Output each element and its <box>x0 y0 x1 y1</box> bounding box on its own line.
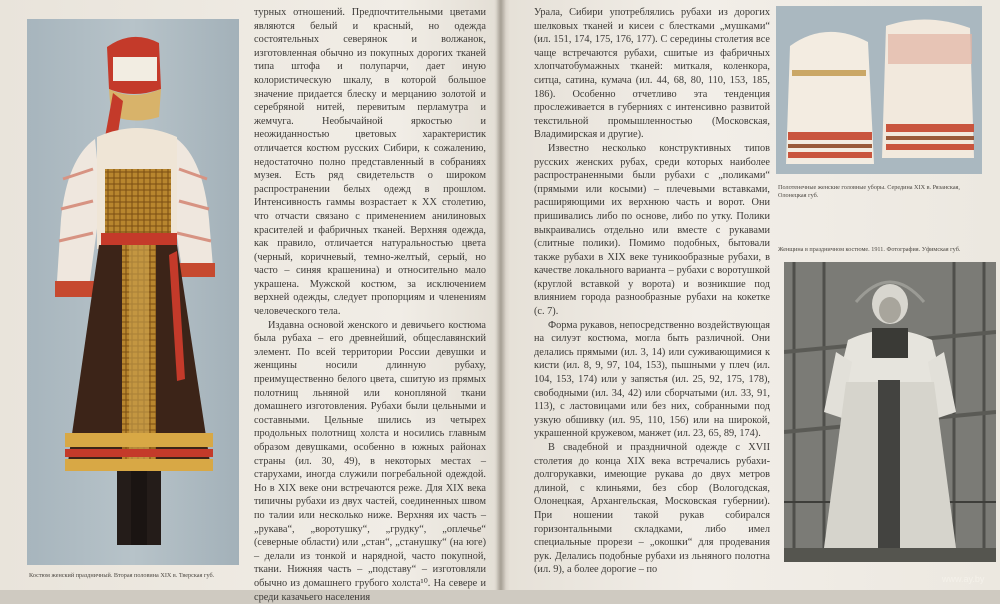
costume-caption: Костюм женский праздничный. Вторая половина XIX в. Тверская губ. <box>29 572 215 579</box>
left-paragraph: турных отношений. Предпочтительными цветами являются белый и красный, но одежда состоятельных северянок и волжанок, изготовленная обычно из покупных дорогих тканей типа штофа и полупарчи, дает иную колористическую шкалу, в которой большое значение придается блеску и мерцанию золотой и серебряной нитей, перевитым перламутра и жемчуга. Необычайной яркостью и неожиданностью цветовых характеристик отличается костюм русских Сибири, к сожалению, недостаточно полно представленный в собраниях музея. Есть ряд свидетельств о широком распространении белых одежд в прошлом. Интенсивность гаммы возрастает к XX столетию, что отчасти связано с применением анилиновых красителей и фабричных тканей. Верхняя одежда, как правило, отличается натуральностью цвета (черный, коричневый, темно-желтый, серый, но часто – синяя крашенина) и относительно мало украшена. Мужской костюм, за исключением верхней одежды, следует пропорциям и членениям человеческого тела. <box>254 7 486 318</box>
watermark: www.ay.by <box>942 574 985 584</box>
right-paragraph: Известно несколько конструктивных типов русских женских рубах, среди которых наиболее распространенными были рубахи с „поликами“ (прямыми или косыми) – плечевыми вставками, расширяющими их верхнюю часть и ворот. Они пришивались либо по основе, либо по утку. Полики выкраивались отдельно или вместе с рукавами (слитные полики). Помимо подобных, бытовали также рубахи в XIX веке туникообразные рубахи, в качестве локального варианта – рубахи с воротушкой (круглой вставкой у ворота) и возникшие под влиянием города разнообразные рубахи на кокетке (с. 7). <box>534 142 770 318</box>
left-paragraph: Издавна основой женского и девичьего костюма была рубаха – его древнейший, общеславянский элемент. По всей территории России девушки и женщины носили длинную рубаху, преимущественно белого цвета, сшитую из прямых полотнищ льняной или конопляной ткани домашнего изготовления. Рубахи были цельными и составными. Цельные шились из четырех продольных полотнищ холста и носились главным образом девушками, особенно в южных районах страны (ил. 30, 49), в некоторых местах – старухами, иногда служили погребальной одеждой. Но в XIX веке они встречаются реже. Для XIX века типичны рубахи из двух частей, соединенных швом по талии или несколько ниже. Верхняя их часть – „рукава“, „воротушку“, „грудку“, „оплечье“ (северные области) или „стан“, „станушку“ (на юге) – делали из тонкой и нарядной, часто покупной, ткани. Нижняя часть – „подставу“ – изготовляли обычно из домашнего грубого холста¹⁰. На севере и среди казачьего населения <box>254 319 486 603</box>
towels-photo <box>776 6 982 174</box>
woman-photo <box>784 262 996 562</box>
right-paragraph: Форма рукавов, непосредственно воздействующая на силуэт костюма, могла быть различной. Они делались прямыми (ил. 3, 14) или суживающимися к кисти (ил. 8, 9, 97, 104, 153), пышными у плеч (ил. 104, 153, 174) или у запястья (ил. 25, 92, 175, 178), свободными (ил. 34, 42) или сборчатыми (ил. 33, 91, 113), с ластовицами или без них, собранными под узкую обшивку (ил. 95, 110, 156) или на широкой, украшенной кружевом, манжет (ил. 23, 65, 89, 174). <box>534 319 770 440</box>
left-text-column <box>254 6 486 604</box>
right-paragraph: Урала, Сибири употреблялись рубахи из дорогих шелковых тканей и кисеи с блестками „мушками“ (ил. 151, 174, 175, 176, 177). С середины столетия все чаще встречаются рубахи, сшитые из фабричных хлопчатобумажных тканей: миткаля, коленкора, ситца, сатина, кумача (ил. 44, 68, 80, 110, 153, 185, 186). Особенно отчетливо эта тенденция прослеживается в губерниях с интенсивно развитой текстильной промышленностью (Московская, Владимирская и другие). <box>534 7 770 141</box>
costume-photo <box>27 19 239 565</box>
right-text-column <box>534 6 770 577</box>
woman-photo-caption: Женщина в праздничном костюме. 1911. Фотография. Уфимская губ. <box>778 246 961 253</box>
right-paragraph: В свадебной и праздничной одежде с XVII столетия до конца XIX века встречались рубахи-долгорукавки, имеющие рукава до двух метров длиной, с клиньями, без сбор (Вологодская, Олонецкая, Архангельская, Московская губернии). При ношении такой рукав собирался горизонтальными складками, либо имел специальные прорези – „окошки“ для продевания рук. Делались подобные рубахи из льняного полотна (ил. 9), а более дорогие – по <box>534 442 770 576</box>
book-gutter <box>496 0 506 590</box>
towels-caption: Полотенечные женские головные уборы. Середина XIX в. Рязанская, Олонецкая губ. <box>778 184 960 199</box>
